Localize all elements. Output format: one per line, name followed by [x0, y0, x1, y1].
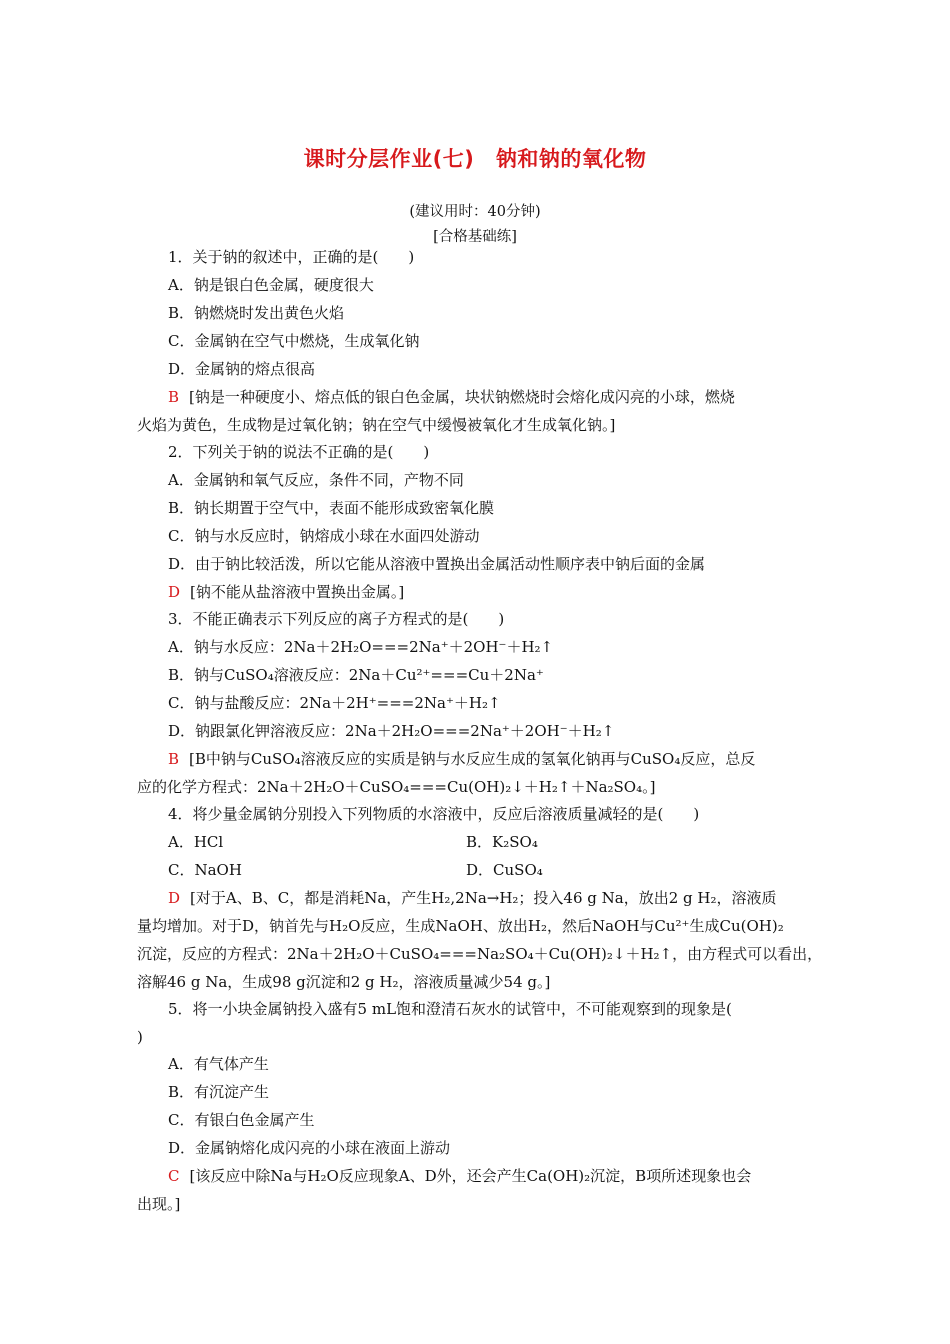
q2-option-d: D．由于钠比较活泼，所以它能从溶液中置换出金属活动性顺序表中钠后面的金属	[168, 555, 706, 573]
q4-option-d: D．CuSO₄	[466, 861, 543, 879]
q1-explanation-cont: 火焰为黄色，生成物是过氧化钠；钠在空气中缓慢被氧化才生成氧化钠。]	[137, 416, 616, 434]
q5-stem: 5．将一小块金属钠投入盛有5 mL饱和澄清石灰水的试管中，不可能观察到的现象是(	[168, 1000, 732, 1018]
q1-option-d: D．金属钠的熔点很高	[168, 360, 316, 378]
q3-answer: B	[168, 750, 180, 768]
page-title: 课时分层作业(七) 钠和钠的氧化物	[303, 147, 647, 171]
q1-explanation: B [钠是一种硬度小、熔点低的银白色金属，块状钠燃烧时会熔化成闪亮的小球，燃烧	[168, 388, 735, 406]
q5-stem-cont: )	[137, 1028, 143, 1046]
time-note: (建议用时：40分钟)	[409, 204, 541, 220]
q3-option-a: A．钠与水反应：2Na＋2H₂O===2Na⁺＋2OH⁻＋H₂↑	[168, 638, 554, 656]
q5-option-a: A．有气体产生	[168, 1055, 269, 1073]
q2-explanation: D [钠不能从盐溶液中置换出金属。]	[168, 583, 405, 601]
q4-option-b: B．K₂SO₄	[466, 833, 538, 851]
q3-option-d: D．钠跟氯化钾溶液反应：2Na＋2H₂O===2Na⁺＋2OH⁻＋H₂↑	[168, 722, 615, 740]
q5-option-b: B．有沉淀产生	[168, 1083, 270, 1101]
q4-explanation-cont-3: 溶解46 g Na，生成98 g沉淀和2 g H₂，溶液质量减少54 g。]	[137, 973, 551, 991]
q2-option-c: C．钠与水反应时，钠熔成小球在水面四处游动	[168, 527, 480, 545]
section-label: [合格基础练]	[433, 229, 517, 245]
q2-answer: D	[168, 583, 181, 601]
q4-answer: D	[168, 889, 181, 907]
q1-option-c: C．金属钠在空气中燃烧，生成氧化钠	[168, 332, 420, 350]
q5-explanation: C [该反应中除Na与H₂O反应现象A、D外，还会产生Ca(OH)₂沉淀，B项所述现象也会	[168, 1167, 752, 1185]
q4-option-a: A．HCl	[168, 833, 224, 851]
q2-option-a: A．金属钠和氧气反应，条件不同，产物不同	[168, 471, 464, 489]
q4-explanation-cont-1: 量均增加。对于D，钠首先与H₂O反应，生成NaOH、放出H₂，然后NaOH与Cu²⁺生成Cu(OH)₂	[137, 917, 784, 935]
q3-stem: 3．不能正确表示下列反应的离子方程式的是( )	[168, 610, 505, 628]
q1-option-a: A．钠是银白色金属，硬度很大	[168, 276, 374, 294]
q4-explanation-cont-2: 沉淀，反应的方程式：2Na＋2H₂O＋CuSO₄===Na₂SO₄＋Cu(OH)₂↓＋H₂↑，由方程式可以看出，	[137, 945, 823, 963]
q4-option-c: C．NaOH	[168, 861, 242, 879]
q2-stem: 2．下列关于钠的说法不正确的是( )	[168, 443, 430, 461]
q3-explanation-cont: 应的化学方程式：2Na＋2H₂O＋CuSO₄===Cu(OH)₂↓＋H₂↑＋Na₂SO₄。]	[137, 778, 656, 796]
q1-option-b: B．钠燃烧时发出黄色火焰	[168, 304, 345, 322]
q5-option-c: C．有银白色金属产生	[168, 1111, 315, 1129]
q4-stem: 4．将少量金属钠分别投入下列物质的水溶液中，反应后溶液质量减轻的是( )	[168, 805, 700, 823]
q2-option-b: B．钠长期置于空气中，表面不能形成致密氧化膜	[168, 499, 495, 517]
q5-answer: C	[168, 1167, 180, 1185]
q3-option-c: C．钠与盐酸反应：2Na＋2H⁺===2Na⁺＋H₂↑	[168, 694, 501, 712]
q4-explanation: D [对于A、B、C，都是消耗Na，产生H₂,2Na→H₂；投入46 g Na，放出2 g H₂，溶液质	[168, 889, 777, 907]
q1-answer: B	[168, 388, 180, 406]
q1-stem: 1．关于钠的叙述中，正确的是( )	[168, 248, 415, 266]
q3-option-b: B．钠与CuSO₄溶液反应：2Na＋Cu²⁺===Cu＋2Na⁺	[168, 666, 544, 684]
q3-explanation: B [B中钠与CuSO₄溶液反应的实质是钠与水反应生成的氢氧化钠再与CuSO₄反应，总反	[168, 750, 756, 768]
q5-explanation-cont: 出现。]	[137, 1195, 181, 1213]
q5-option-d: D．金属钠熔化成闪亮的小球在液面上游动	[168, 1139, 451, 1157]
